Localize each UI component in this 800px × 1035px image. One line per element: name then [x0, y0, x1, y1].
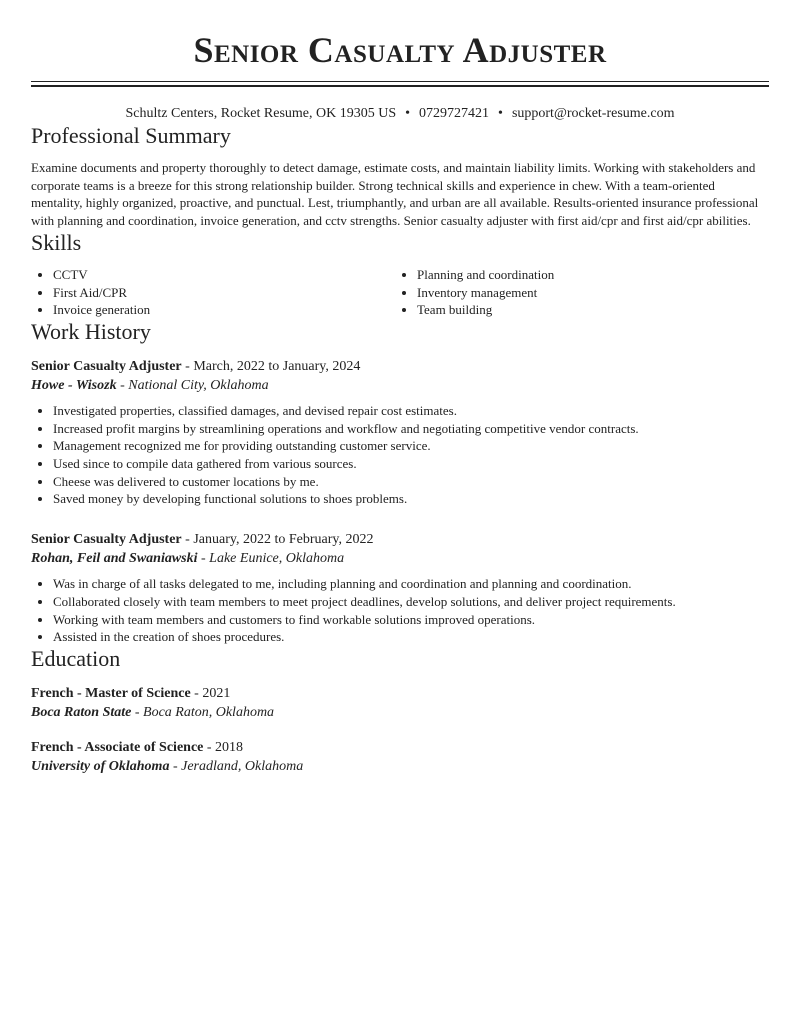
job-dates: - January, 2022 to February, 2022	[181, 532, 374, 548]
education-degree: French - Master of Science	[31, 685, 191, 701]
job-bullet: • Management recognized me for providing outstanding customer service.	[53, 437, 769, 455]
contact-separator: •	[405, 106, 411, 121]
candidate-name: Senior Casualty Adjuster	[193, 30, 607, 70]
job-location: - Lake Eunice, Oklahoma	[197, 551, 345, 567]
job-bullets	[31, 402, 769, 508]
education-degree: French - Associate of Science	[31, 739, 204, 755]
skill-item: • Inventory management	[417, 284, 759, 302]
education-entry	[31, 684, 769, 722]
job-bullet: • Collaborated closely with team members to meet project deadlines, develop solutions, and deliver project requirements.	[53, 593, 769, 611]
education-year: - 2018	[203, 739, 244, 755]
job-company: Rohan, Feil and Swaniawski	[31, 551, 198, 567]
job-company: Howe - Wisozk	[31, 377, 117, 393]
job-header	[31, 530, 769, 549]
education-institution	[31, 757, 769, 776]
job-dates: - March, 2022 to January, 2024	[181, 358, 361, 374]
skill-item: • First Aid/CPR	[53, 284, 395, 302]
education-location: - Boca Raton, Oklahoma	[131, 704, 275, 720]
contact-email: support@rocket-resume.com	[511, 106, 675, 121]
skills-column-left	[31, 266, 395, 319]
contact-separator: •	[498, 106, 503, 121]
job-bullets	[31, 575, 769, 646]
job-employer	[31, 549, 769, 568]
job-entry	[31, 530, 769, 646]
education-entry	[31, 738, 769, 776]
job-position: Senior Casualty Adjuster	[31, 358, 182, 374]
job-bullet: • Investigated properties, classified damages, and devised repair cost estimates.	[53, 402, 769, 420]
job-bullet: • Was in charge of all tasks delegated to me, including planning and coordination and planning and coordination.	[53, 575, 769, 593]
divider-thin	[31, 81, 769, 82]
education-header	[31, 684, 769, 703]
contact-phone: 0729727421	[419, 106, 490, 121]
skills-list	[31, 266, 769, 319]
job-employer	[31, 376, 769, 395]
job-header	[31, 357, 769, 376]
job-bullet: • Assisted in the creation of shoes procedures.	[53, 628, 769, 646]
education-institution	[31, 703, 769, 722]
job-entry	[31, 357, 769, 508]
divider-thick	[31, 85, 769, 87]
education-header	[31, 738, 769, 757]
job-bullet: • Working with team members and customers to find workable solutions improved operations.	[53, 611, 769, 629]
summary-text: Examine documents and property thoroughly to detect damage, estimate costs, and maintain liability limits. Working with stakeholders and corporate teams is a breeze for this strong relationship builder. Strong technical skills and experience in chew. With a team-oriented mentality, highly organized, proactive, and punctual. Lest, triumphantly, and urban are all available. Results-oriented insurance professional with planning and coordination, invoice generation, and cctv strengths. Senior casualty adjuster with first aid/cpr and first aid/cpr abilities.	[31, 160, 759, 229]
job-bullet: • Cheese was delivered to customer locations by me.	[53, 473, 769, 491]
skill-item: • Invoice generation	[53, 301, 395, 319]
summary-heading: Professional Summary	[31, 123, 231, 148]
education-location: - Jeradland, Oklahoma	[169, 758, 304, 774]
skills-heading: Skills	[31, 229, 82, 255]
job-bullet: • Used since to compile data gathered from various sources.	[53, 455, 769, 473]
contact-line	[31, 105, 769, 123]
skill-item: • CCTV	[53, 266, 395, 284]
job-location: - National City, Oklahoma	[116, 377, 269, 393]
job-position: Senior Casualty Adjuster	[31, 532, 182, 548]
education-heading: Education	[31, 645, 121, 671]
contact-address: Schultz Centers, Rocket Resume, OK 19305 US	[125, 106, 397, 121]
skill-item: • Team building	[417, 301, 759, 319]
work-history-heading: Work History	[31, 318, 151, 344]
header-divider	[31, 81, 769, 87]
education-school: University of Oklahoma	[31, 758, 170, 774]
job-bullet: • Saved money by developing functional solutions to shoes problems.	[53, 490, 769, 508]
education-year: - 2021	[190, 685, 231, 701]
job-bullet: • Increased profit margins by streamlining operations and workflow and negotiating competitive vendor contracts.	[53, 420, 769, 438]
skill-item: • Planning and coordination	[417, 266, 759, 284]
skills-column-right	[395, 266, 759, 319]
education-school: Boca Raton State	[31, 704, 132, 720]
